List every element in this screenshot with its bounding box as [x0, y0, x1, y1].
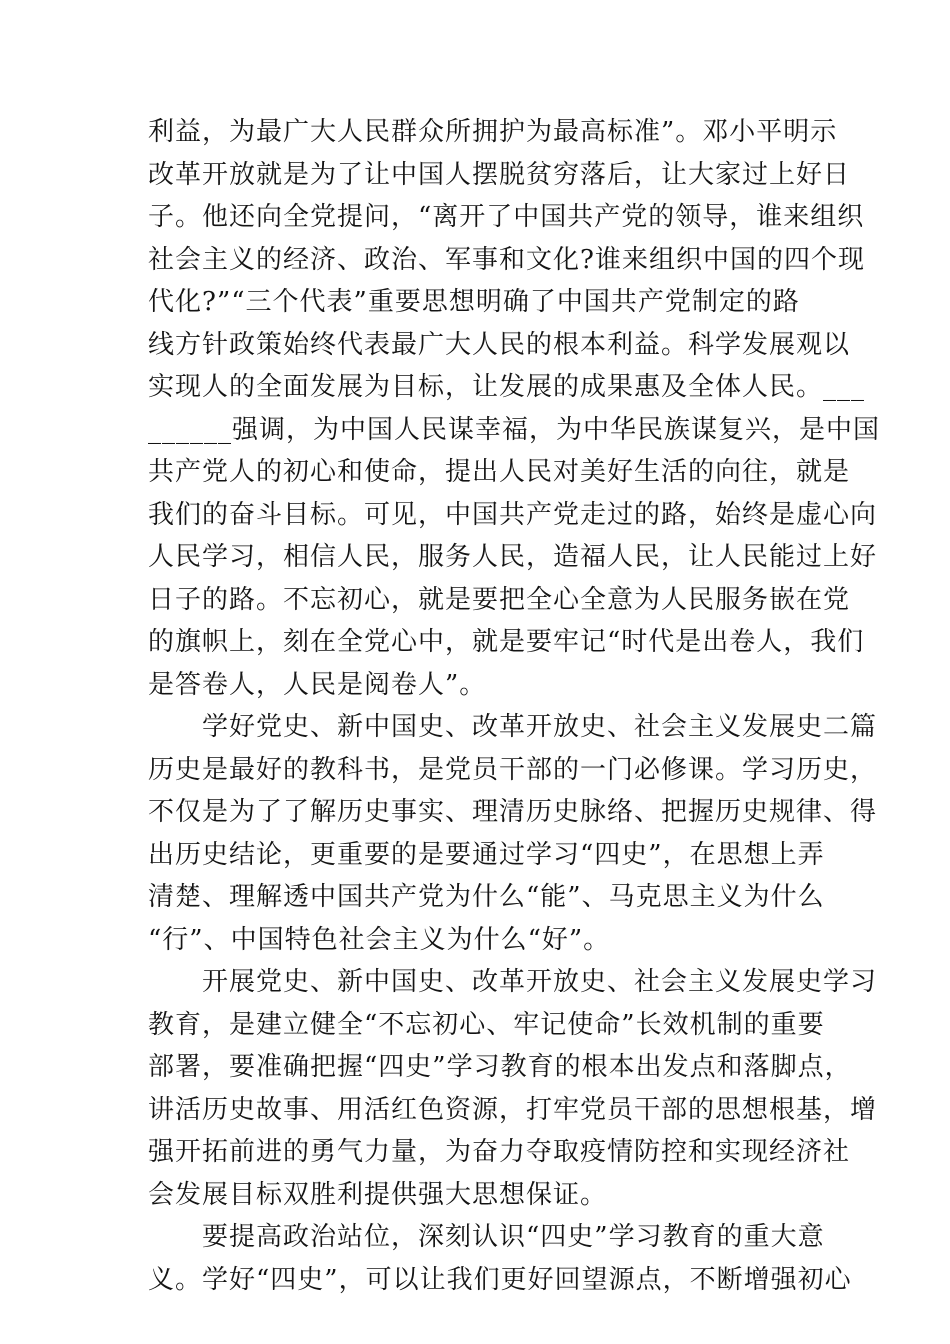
text-line: 出历史结论，更重要的是要通过学习“四史”，在思想上弄 — [148, 839, 825, 870]
text-line: 实现人的全面发展为目标，让发展的成果惠及全体人民。___ — [148, 372, 866, 402]
text-line: 讲活历史故事、用活红色资源，打牢党员干部的思想根基，增 — [148, 1094, 878, 1125]
text-line: “行”、中国特色社会主义为什么“好”。 — [148, 924, 611, 955]
text-line: 社会主义的经济、政治、军事和文化?谁来组织中国的四个现 — [148, 244, 865, 275]
text-line: 子。他还向全党提问，“离开了中国共产党的领导，谁来组织 — [148, 202, 865, 232]
document-body — [148, 111, 881, 1301]
paragraph-start-line: 开展党史、新中国史、改革开放史、社会主义发展史学习 — [202, 967, 878, 997]
text-line: 教育，是建立健全“不忘初心、牢记使命”长效机制的重要 — [148, 1009, 825, 1040]
text-line: 义。学好“四史”，可以让我们更好回望源点，不断增强初心 — [148, 1264, 852, 1295]
text-line: 人民学习，相信人民，服务人民，造福人民，让人民能过上好 — [148, 542, 878, 572]
text-line: 清楚、理解透中国共产党为什么“能”、马克思主义为什么 — [148, 882, 825, 912]
text-line: 强开拓前进的勇气力量，为奋力夺取疫情防控和实现经济社 — [148, 1137, 851, 1167]
text-line: 代化?”“三个代表”重要思想明确了中国共产党制定的路 — [148, 287, 800, 317]
text-line: 部署，要准确把握“四史”学习教育的根本出发点和落脚点， — [148, 1052, 852, 1082]
text-line: 是答卷人，人民是阅卷人”。 — [148, 669, 487, 700]
text-line: 日子的路。不忘初心，就是要把全心全意为人民服务嵌在党 — [148, 584, 851, 615]
text-line: 我们的奋斗目标。可见，中国共产党走过的路，始终是虚心向 — [148, 499, 878, 530]
text-line: 改革开放就是为了让中国人摆脱贫穷落后，让大家过上好日 — [148, 159, 851, 190]
paragraph-start-line: 学好党史、新中国史、改革开放史、社会主义发展史二篇 — [202, 712, 878, 742]
text-line: 线方针政策始终代表最广大人民的根本利益。科学发展观以 — [148, 329, 851, 360]
text-line: 利益，为最广大人民群众所拥护为最高标准”。邓小平明示 — [148, 117, 838, 147]
text-line: 共产党人的初心和使命，提出人民对美好生活的向往，就是 — [148, 457, 851, 487]
text-line: 不仅是为了了解历史事实、理清历史脉络、把握历史规律、得 — [148, 797, 878, 827]
text-line: 会发展目标双胜利提供强大思想保证。 — [148, 1179, 608, 1210]
paragraph-start-line: 要提高政治站位，深刻认识“四史”学习教育的重大意 — [202, 1222, 825, 1252]
text-line: 历史是最好的教科书，是党员干部的一门必修课。学习历史， — [148, 754, 878, 785]
text-line: ______强调，为中国人民谋幸福，为中华民族谋复兴，是中国 — [148, 414, 881, 445]
text-line: 的旗帜上，刻在全党心中，就是要牢记“时代是出卷人，我们 — [148, 627, 865, 657]
